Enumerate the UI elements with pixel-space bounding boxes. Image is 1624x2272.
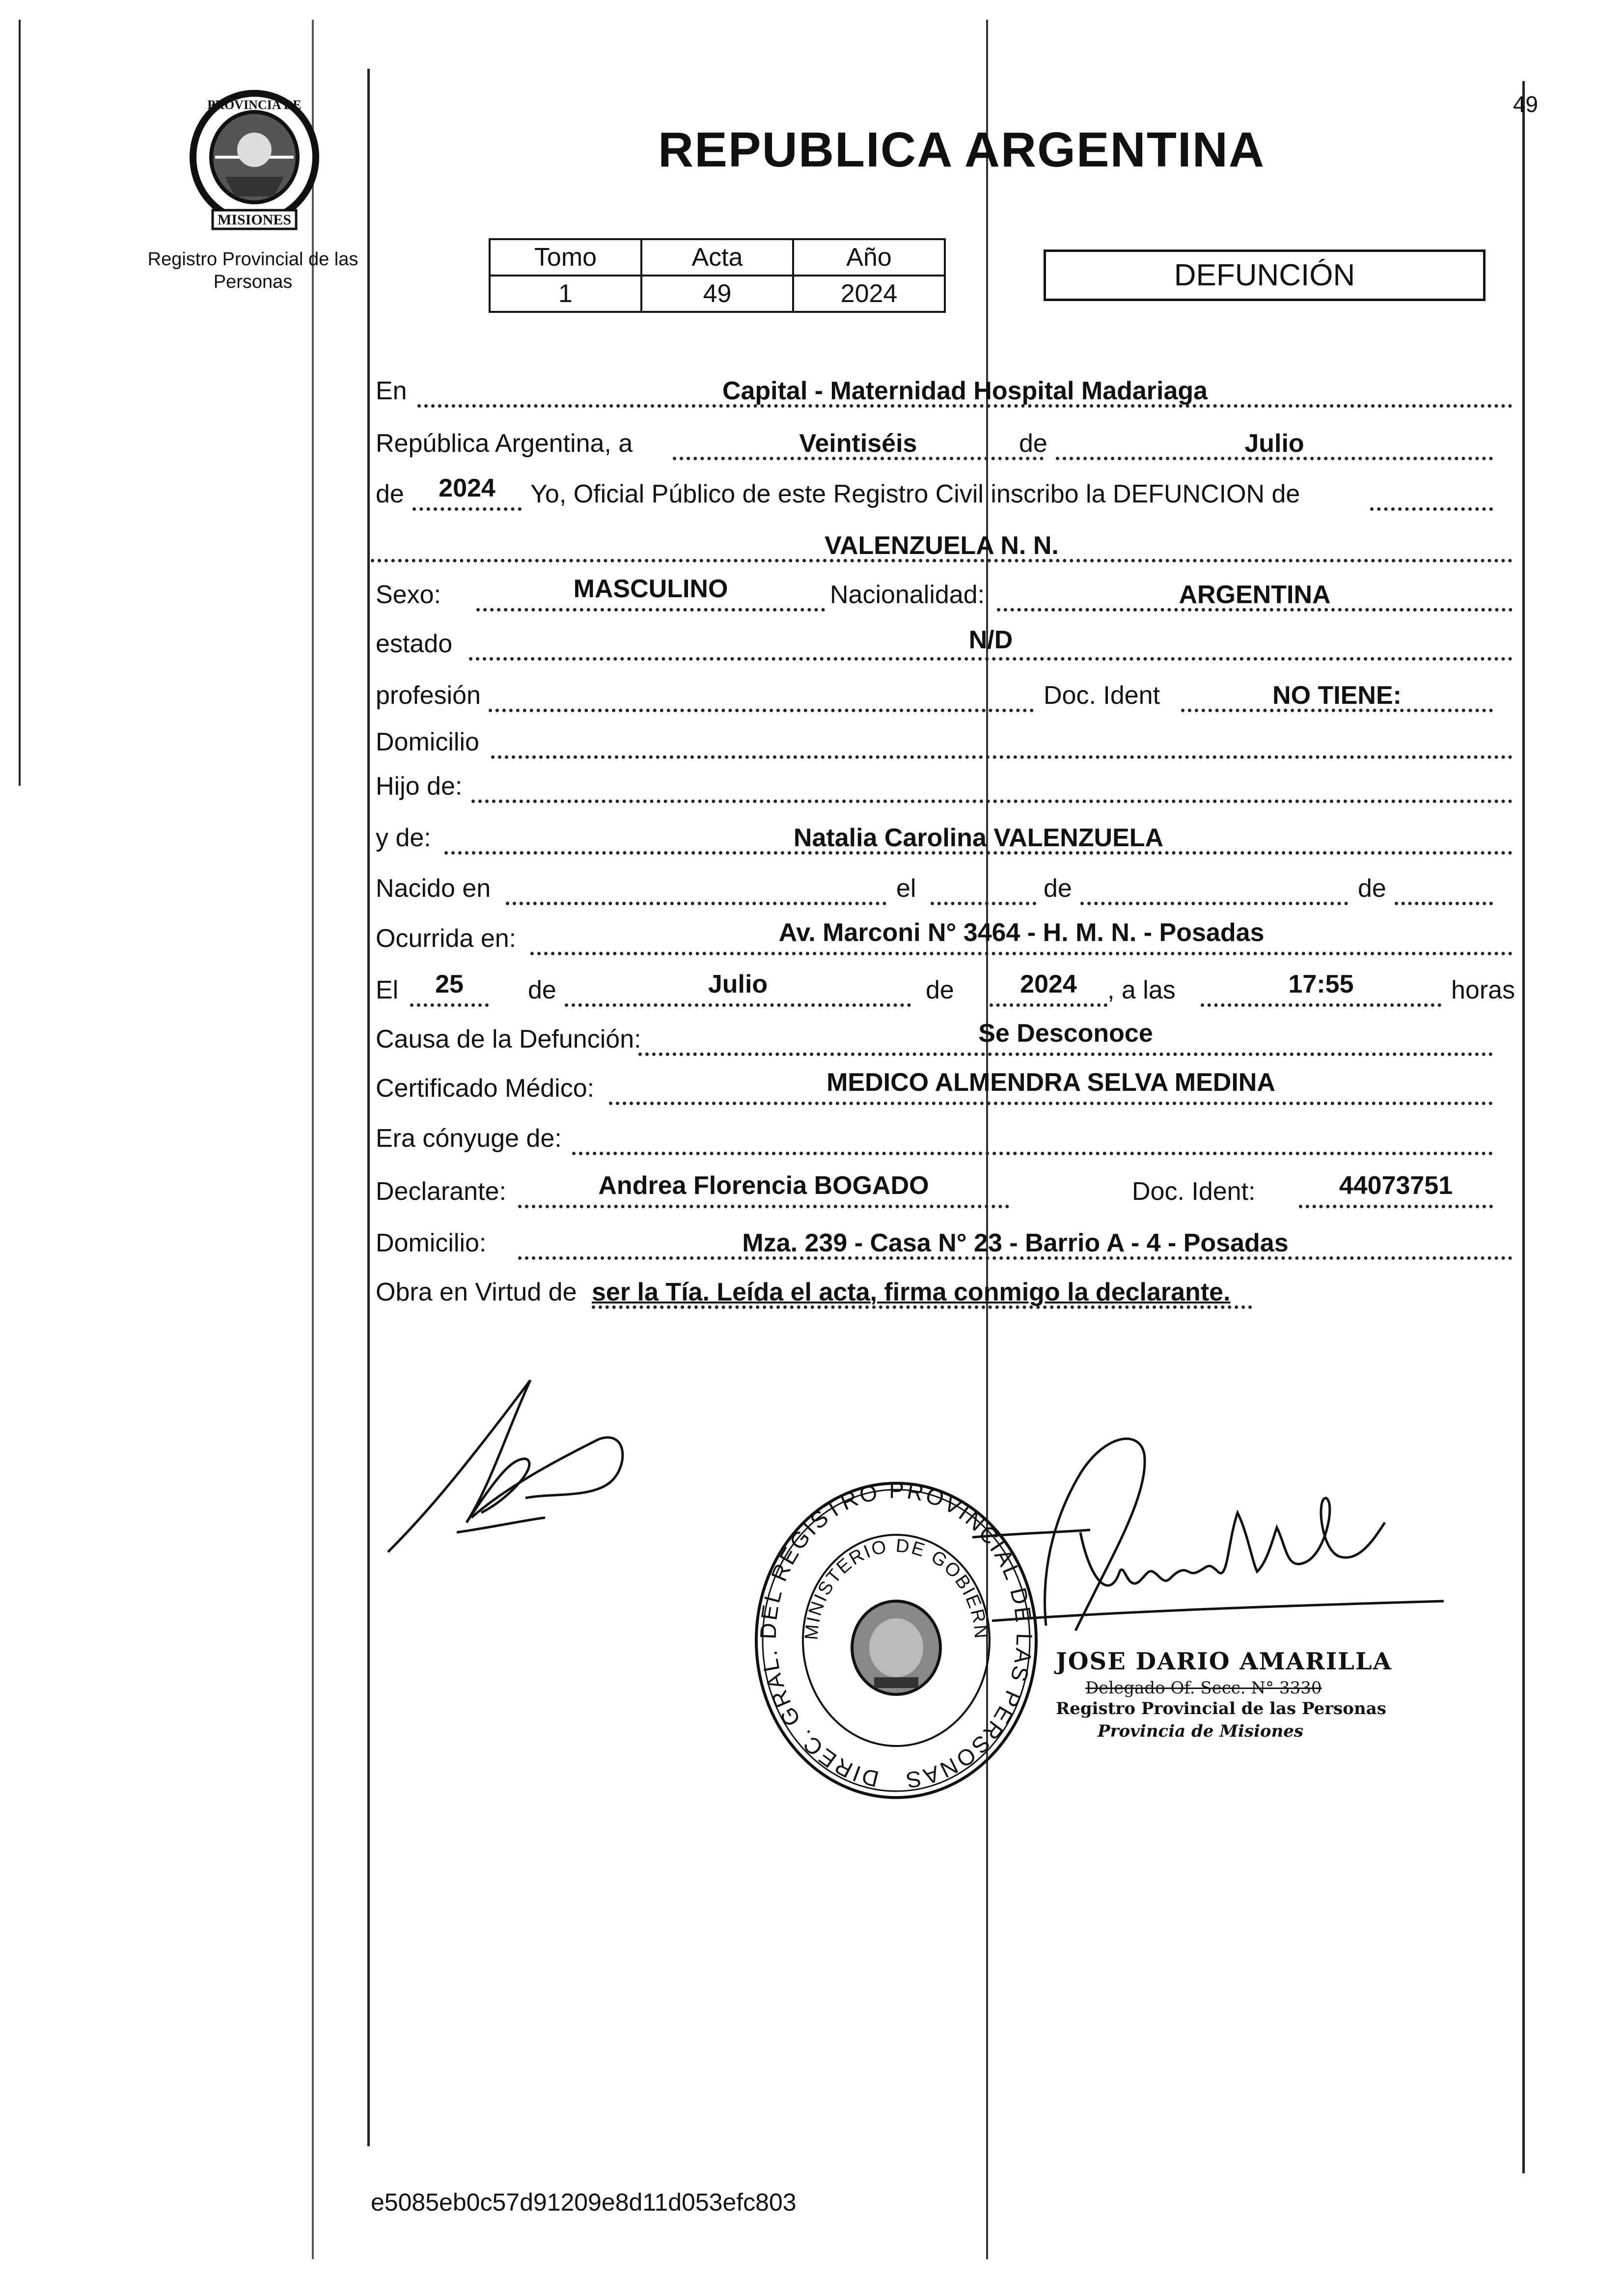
record-table bbox=[489, 238, 946, 313]
value-nombre: VALENZUELA N. N. bbox=[825, 531, 1059, 560]
row-declarante-domicilio bbox=[371, 1216, 1513, 1265]
label-declarante: Declarante: bbox=[376, 1177, 506, 1206]
value-anio-def: 2024 bbox=[1020, 970, 1077, 998]
stamp-inner-text: MINISTERIO DE GOBIERN bbox=[801, 1535, 991, 1641]
dotted-line bbox=[931, 902, 1036, 905]
record-table-header bbox=[490, 239, 945, 276]
value-sexo: MASCULINO bbox=[573, 575, 728, 603]
document-hash: e5085eb0c57d91209e8d11d053efc803 bbox=[371, 2189, 797, 2216]
row-profesion bbox=[371, 668, 1513, 717]
value-doc-ident: NO TIENE: bbox=[1272, 681, 1402, 710]
row-hijo bbox=[371, 759, 1513, 808]
record-table-values bbox=[490, 276, 945, 312]
dotted-line bbox=[572, 1152, 1493, 1155]
row-obra bbox=[371, 1265, 1513, 1314]
label-republica: República Argentina, a bbox=[376, 429, 633, 458]
label-horas: horas bbox=[1451, 976, 1515, 1004]
dotted-line bbox=[530, 952, 1513, 955]
label-a-las: , a las bbox=[1107, 976, 1176, 1004]
value-declarante: Andrea Florencia BOGADO bbox=[598, 1171, 929, 1200]
row-fecha-hora bbox=[371, 963, 1513, 1012]
record-value-anio: 2024 bbox=[793, 276, 945, 312]
dotted-line bbox=[469, 657, 1513, 661]
seal-text-top: PROVINCIA DE bbox=[207, 98, 302, 112]
label-causa: Causa de la Defunción: bbox=[376, 1025, 641, 1053]
label-ocurrida: Ocurrida en: bbox=[376, 924, 517, 953]
row-sexo bbox=[371, 567, 1513, 616]
label-domicilio: Domicilio: bbox=[376, 1229, 487, 1257]
registry-label: Registro Provincial de las Personas bbox=[147, 249, 358, 292]
row-certificado bbox=[371, 1061, 1513, 1110]
dotted-line bbox=[491, 755, 1513, 759]
value-lugar: Capital - Maternidad Hospital Madariaga bbox=[722, 377, 1208, 405]
official-registry: Registro Provincial de las Personas bbox=[1056, 1699, 1386, 1718]
margin-line-frame-right bbox=[1522, 81, 1525, 2173]
value-declarante-domicilio: Mza. 239 - Casa N° 23 - Barrio A - 4 - Posadas bbox=[742, 1229, 1289, 1257]
row-yo bbox=[371, 467, 1513, 516]
label-doc-ident: Doc. Ident: bbox=[1132, 1177, 1256, 1206]
value-estado: N/D bbox=[968, 626, 1013, 654]
row-declarante bbox=[371, 1164, 1513, 1213]
value-hora: 17:55 bbox=[1288, 970, 1354, 998]
label-de: de bbox=[1019, 429, 1047, 458]
row-causa bbox=[371, 1012, 1513, 1061]
dotted-line bbox=[638, 1053, 1493, 1056]
label-de: de bbox=[528, 976, 556, 1004]
label-nacionalidad: Nacionalidad: bbox=[830, 581, 985, 609]
label-de: de bbox=[376, 480, 404, 508]
label-yo-text: Yo, Oficial Público de este Registro Civil inscribo la DEFUNCION de bbox=[530, 480, 1300, 508]
official-name: JOSE DARIO AMARILLA bbox=[1056, 1648, 1392, 1675]
row-nombre bbox=[371, 518, 1513, 567]
row-domicilio bbox=[371, 715, 1513, 764]
dotted-line bbox=[489, 709, 1034, 712]
label-domicilio: Domicilio bbox=[376, 728, 479, 756]
label-de: de bbox=[1358, 874, 1386, 903]
margin-line-frame-left bbox=[367, 69, 370, 2146]
label-el: el bbox=[896, 874, 916, 903]
label-certificado: Certificado Médico: bbox=[376, 1074, 595, 1103]
label-conyuge: Era cónyuge de: bbox=[376, 1124, 562, 1153]
dotted-line bbox=[1201, 1003, 1441, 1007]
row-ocurrida bbox=[371, 911, 1513, 960]
value-mes: Julio bbox=[1244, 429, 1304, 458]
value-obra: ser la Tía. Leída el acta, firma conmigo la declarante. bbox=[592, 1278, 1231, 1306]
record-value-tomo: 1 bbox=[490, 276, 641, 312]
dotted-line bbox=[565, 1003, 911, 1007]
seal-text-bottom: MISIONES bbox=[217, 212, 292, 228]
dotted-line bbox=[518, 1205, 1009, 1208]
value-dia-texto: Veintiséis bbox=[799, 429, 917, 458]
row-madre bbox=[371, 810, 1513, 859]
label-profesion: profesión bbox=[376, 681, 481, 710]
dotted-line bbox=[471, 800, 1513, 803]
value-certificado: MEDICO ALMENDRA SELVA MEDINA bbox=[826, 1068, 1275, 1097]
label-en: En bbox=[376, 377, 407, 405]
stamp-outer-text: DIREC. GRAL. DEL REGISTRO PROVINCIAL DE LAS PERSONAS bbox=[755, 1478, 1038, 1794]
record-header-tomo: Tomo bbox=[490, 239, 641, 276]
row-estado bbox=[371, 616, 1513, 665]
dotted-line bbox=[990, 1003, 1107, 1007]
label-y-de: y de: bbox=[376, 824, 431, 852]
label-nacido-en: Nacido en bbox=[376, 874, 491, 903]
dotted-line bbox=[609, 1102, 1493, 1105]
dotted-line bbox=[1395, 902, 1493, 905]
margin-line-left bbox=[19, 20, 21, 786]
row-nacido bbox=[371, 861, 1513, 910]
record-header-acta: Acta bbox=[641, 239, 793, 276]
label-sexo: Sexo: bbox=[376, 581, 441, 609]
official-province: Provincia de Misiones bbox=[1098, 1721, 1304, 1741]
value-declarante-doc: 44073751 bbox=[1339, 1171, 1453, 1200]
margin-line-binding bbox=[312, 20, 314, 2259]
official-position: Delegado Of. Secc. N° 3330 bbox=[1085, 1678, 1322, 1698]
dotted-line bbox=[1370, 507, 1493, 511]
row-republica bbox=[371, 416, 1513, 465]
label-el: El bbox=[376, 976, 399, 1004]
document-type: DEFUNCIÓN bbox=[1174, 258, 1355, 292]
value-anio: 2024 bbox=[439, 474, 495, 502]
value-dia: 25 bbox=[435, 970, 464, 998]
label-obra: Obra en Virtud de bbox=[376, 1278, 577, 1306]
value-ocurrida: Av. Marconi N° 3464 - H. M. N. - Posadas bbox=[778, 918, 1265, 947]
dotted-line bbox=[476, 608, 825, 611]
declarant-signature bbox=[383, 1370, 638, 1569]
page-title: REPUBLICA ARGENTINA bbox=[658, 122, 1266, 177]
dotted-line bbox=[1299, 1205, 1493, 1208]
record-header-anio: Año bbox=[793, 239, 945, 276]
row-conyuge bbox=[371, 1111, 1513, 1160]
label-doc-ident: Doc. Ident bbox=[1044, 681, 1160, 710]
official-caption bbox=[1056, 1648, 1449, 1741]
label-de: de bbox=[926, 976, 954, 1004]
value-madre: Natalia Carolina VALENZUELA bbox=[793, 824, 1164, 852]
value-mes-def: Julio bbox=[708, 970, 768, 998]
label-estado: estado bbox=[376, 630, 453, 658]
dotted-line bbox=[506, 902, 886, 905]
record-value-acta: 49 bbox=[641, 276, 793, 312]
dotted-line bbox=[1080, 902, 1348, 905]
value-causa: Se Desconoce bbox=[978, 1019, 1153, 1048]
dotted-line bbox=[413, 507, 522, 511]
provincial-seal bbox=[186, 83, 323, 233]
value-nacionalidad: ARGENTINA bbox=[1179, 581, 1331, 609]
official-signature bbox=[933, 1414, 1449, 1653]
label-de: de bbox=[1044, 874, 1072, 903]
page-number: 49 bbox=[1513, 91, 1538, 117]
document-type-box bbox=[1044, 249, 1486, 301]
label-hijo-de: Hijo de: bbox=[376, 772, 463, 801]
row-en bbox=[371, 363, 1513, 413]
dotted-line bbox=[410, 1003, 489, 1007]
